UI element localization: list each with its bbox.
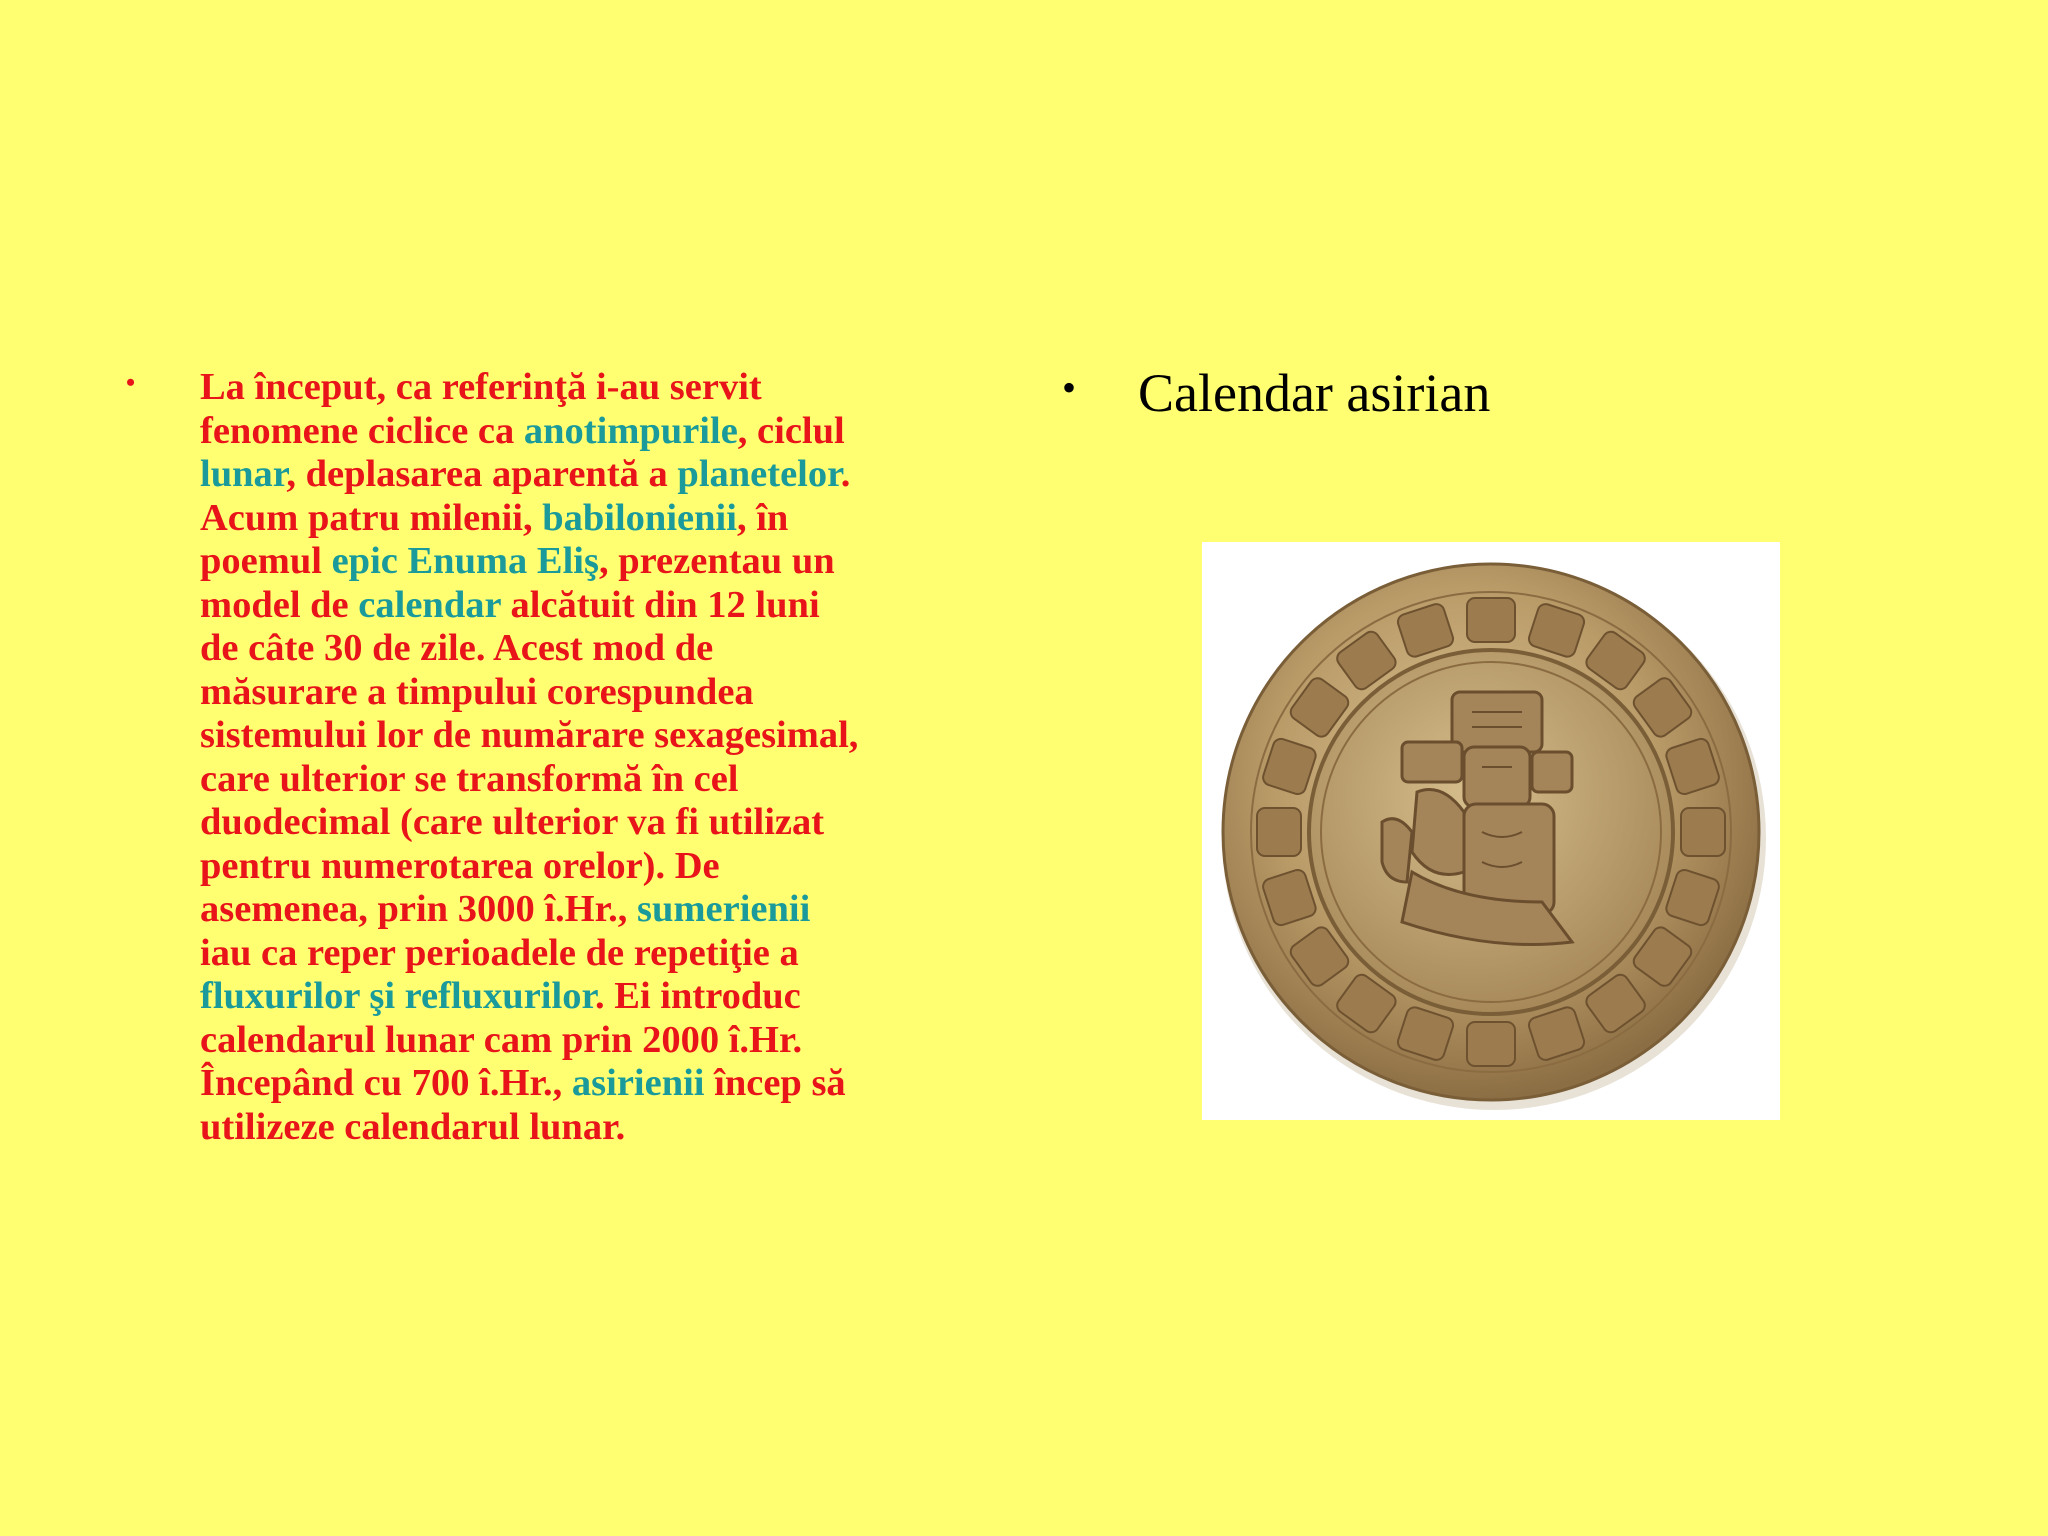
calendar-disc-icon — [1202, 542, 1780, 1120]
paragraph-text: încep să — [704, 1062, 846, 1104]
paragraph-line — [200, 1106, 1000, 1150]
paragraph-text: , prezentau un — [599, 540, 835, 582]
left-bullet: • — [126, 368, 136, 397]
paragraph-text: La început, ca referinţă i-au servit — [200, 366, 762, 408]
calendar-disc-image — [1202, 542, 1780, 1120]
paragraph-line — [200, 845, 1000, 889]
hyperlink[interactable]: epic — [331, 540, 398, 582]
paragraph-text: de câte 30 de zile. Acest mod de — [200, 627, 714, 669]
paragraph-text: Începând cu 700 î.Hr., — [200, 1062, 572, 1104]
hyperlink[interactable]: asirienii — [571, 1062, 705, 1104]
hyperlink[interactable]: planetelor — [677, 453, 841, 495]
paragraph-line — [200, 932, 1000, 976]
paragraph-text: calendarul lunar cam prin 2000 î.Hr. — [200, 1018, 803, 1061]
glyph-block — [1467, 1022, 1515, 1066]
paragraph-text: alcătuit din 12 luni — [500, 583, 820, 626]
paragraph-text: pentru numerotarea orelor). De — [200, 844, 720, 887]
paragraph-text: , în — [736, 496, 789, 539]
hyperlink[interactable]: lunar — [200, 453, 287, 495]
paragraph-text: măsurare a timpului corespundea — [200, 670, 754, 713]
paragraph-text: model de — [200, 583, 359, 626]
paragraph-line — [200, 1062, 1000, 1106]
paragraph-text: fenomene ciclice ca — [200, 409, 524, 452]
right-bullet: • — [1062, 365, 1077, 410]
paragraph-text: , ciclul — [737, 409, 845, 452]
paragraph-line — [200, 1019, 1000, 1063]
paragraph-text: . Ei introduc — [595, 975, 801, 1017]
paragraph-text: Acum patru milenii, — [200, 496, 543, 539]
paragraph-text: care ulterior se transformă în cel — [200, 757, 739, 800]
paragraph-line — [200, 975, 1000, 1019]
hyperlink[interactable]: fluxurilor şi refluxurilor — [200, 975, 596, 1017]
paragraph-line — [200, 801, 1000, 845]
paragraph-line — [200, 888, 1000, 932]
hyperlink[interactable]: sumerienii — [637, 888, 811, 930]
paragraph-line — [200, 410, 1000, 454]
hyperlink[interactable]: anotimpurile — [523, 409, 738, 452]
image-caption: Calendar asirian — [1138, 363, 1491, 423]
paragraph-line — [200, 540, 1000, 584]
paragraph-line — [200, 758, 1000, 802]
hyperlink[interactable]: calendar — [358, 583, 501, 626]
paragraph-text: asemenea, prin 3000 î.Hr., — [200, 888, 638, 930]
hyperlink[interactable]: Enuma Eliş — [407, 540, 599, 582]
paragraph-line — [200, 714, 1000, 758]
paragraph-text: iau ca reper perioadele de repetiţie a — [200, 931, 799, 974]
paragraph-text: sistemului lor de numărare sexagesimal, — [200, 714, 859, 756]
glyph-block — [1681, 808, 1725, 856]
hyperlink[interactable]: babilonienii — [542, 496, 737, 539]
left-paragraph — [200, 366, 1000, 1149]
paragraph-text: duodecimal (care ulterior va fi utilizat — [200, 801, 825, 843]
paragraph-text: . — [840, 453, 851, 495]
paragraph-line — [200, 627, 1000, 671]
paragraph-line — [200, 366, 1000, 410]
paragraph-line — [200, 671, 1000, 715]
glyph-block — [1467, 598, 1515, 642]
paragraph-text: poemul — [200, 540, 332, 582]
glyph-block — [1257, 808, 1301, 856]
paragraph-line — [200, 584, 1000, 628]
paragraph-text: , deplasarea aparentă a — [286, 453, 678, 495]
paragraph-line — [200, 497, 1000, 541]
paragraph-line — [200, 453, 1000, 497]
paragraph-text: utilizeze calendarul lunar. — [200, 1105, 626, 1148]
